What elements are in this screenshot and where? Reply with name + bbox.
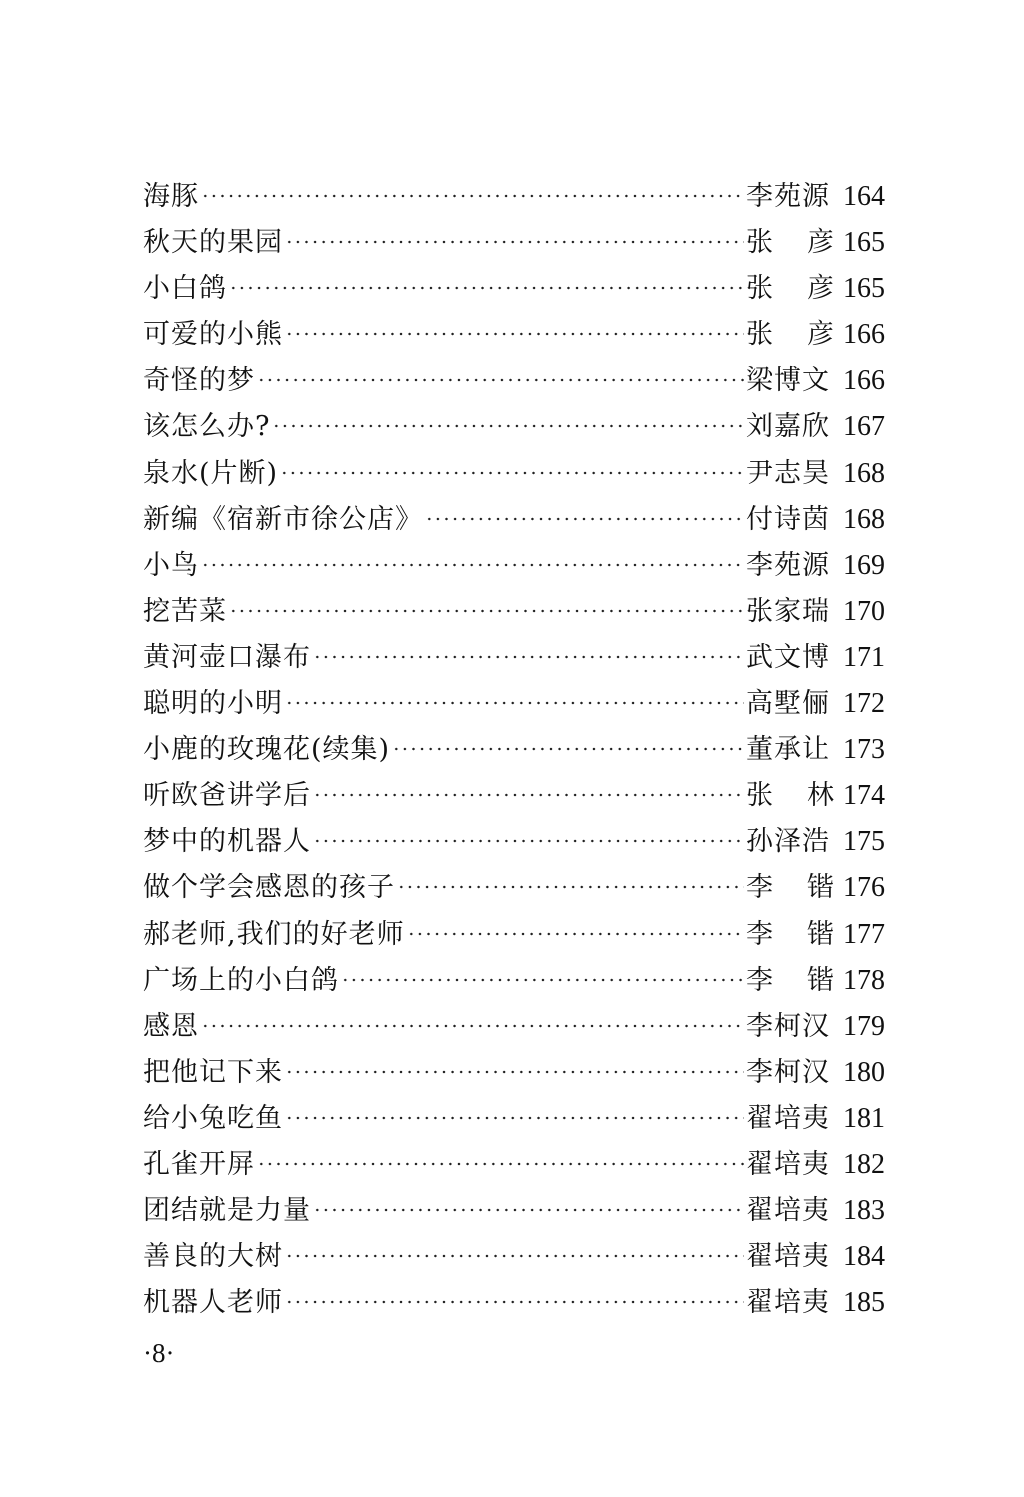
entry-author (746, 1142, 835, 1188)
author-name-part: 梁博文 (746, 365, 830, 397)
toc-entry (143, 819, 885, 865)
entry-title: 郝老师,我们的好老师 (143, 918, 405, 950)
entry-page-number: 167 (843, 411, 885, 443)
author-name-part: 张家瑞 (746, 595, 830, 627)
entry-page-number: 178 (843, 964, 885, 996)
author-name-part: 李 (746, 918, 774, 950)
author-name-part: 锴 (807, 872, 835, 904)
entry-author (746, 635, 835, 681)
author-name-part: 林 (807, 780, 835, 812)
dot-leader (425, 517, 744, 521)
dot-leader (392, 747, 744, 751)
toc-entry (143, 681, 885, 727)
entry-page-number: 170 (843, 595, 885, 627)
dot-leader (229, 286, 744, 290)
toc-entry (143, 1188, 885, 1234)
entry-title: 泉水(片断) (143, 457, 279, 489)
author-name-part: 翟培夷 (746, 1195, 830, 1227)
author-name-part: 李苑源 (746, 549, 830, 581)
dot-leader (201, 563, 744, 567)
entry-page-number: 165 (843, 227, 885, 259)
dot-leader (272, 424, 744, 428)
entry-author (746, 451, 835, 497)
entry-author (746, 1188, 835, 1234)
dot-leader (285, 332, 744, 336)
toc-entry (143, 958, 885, 1004)
toc-entry (143, 1004, 885, 1050)
entry-page-number: 183 (843, 1195, 885, 1227)
table-of-contents (143, 174, 885, 1326)
dot-leader (229, 609, 744, 613)
entry-author (746, 958, 835, 1004)
entry-page-number: 172 (843, 688, 885, 720)
toc-entry (143, 312, 885, 358)
dot-leader (285, 1254, 744, 1258)
author-name-part: 锴 (807, 964, 835, 996)
author-name-part: 翟培夷 (746, 1148, 830, 1180)
entry-author (746, 773, 835, 819)
entry-page-number: 176 (843, 872, 885, 904)
dot-leader (285, 701, 744, 705)
dot-leader (201, 1024, 744, 1028)
author-name-part: 张 (746, 319, 774, 351)
entry-author (746, 681, 835, 727)
entry-title: 团结就是力量 (143, 1195, 311, 1227)
entry-author (746, 912, 835, 958)
toc-entry (143, 174, 885, 220)
author-name-part: 董承让 (746, 734, 830, 766)
author-name-part: 翟培夷 (746, 1102, 830, 1134)
dot-leader (285, 1116, 744, 1120)
toc-entry (143, 865, 885, 911)
dot-leader (341, 978, 744, 982)
toc-entry (143, 543, 885, 589)
dot-leader (313, 655, 744, 659)
toc-entry (143, 727, 885, 773)
entry-title: 广场上的小白鸽 (143, 964, 339, 996)
entry-title: 小白鸽 (143, 273, 227, 305)
entry-author (746, 220, 835, 266)
entry-page-number: 164 (843, 181, 885, 212)
entry-author (746, 312, 835, 358)
toc-entry (143, 451, 885, 497)
toc-entry (143, 1234, 885, 1280)
entry-page-number: 175 (843, 826, 885, 858)
dot-leader (407, 932, 744, 936)
entry-page-number: 177 (843, 918, 885, 950)
toc-entry (143, 220, 885, 266)
entry-title: 该怎么办? (143, 411, 271, 443)
dot-leader (201, 194, 744, 198)
author-name-part: 翟培夷 (746, 1287, 830, 1319)
entry-author (746, 1096, 835, 1142)
toc-entry (143, 404, 885, 450)
author-name-part: 李柯汉 (746, 1056, 830, 1088)
author-name-part: 张 (746, 227, 774, 259)
author-name-part: 李柯汉 (746, 1010, 830, 1042)
entry-page-number: 166 (843, 319, 885, 351)
entry-title: 小鹿的玫瑰花(续集) (143, 734, 391, 766)
toc-entry (143, 773, 885, 819)
entry-author (746, 358, 835, 404)
entry-author (746, 404, 835, 450)
author-name-part: 翟培夷 (746, 1241, 830, 1273)
toc-entry (143, 635, 885, 681)
entry-page-number: 171 (843, 641, 885, 673)
dot-leader (285, 240, 744, 244)
author-name-part: 高墅俪 (746, 688, 830, 720)
toc-entry (143, 266, 885, 312)
entry-author (746, 1234, 835, 1280)
entry-title: 奇怪的梦 (143, 365, 255, 397)
entry-page-number: 179 (843, 1010, 885, 1042)
author-name-part: 孙泽浩 (746, 826, 830, 858)
dot-leader (280, 471, 744, 475)
author-name-part: 张 (746, 780, 774, 812)
entry-page-number: 173 (843, 734, 885, 766)
entry-author (746, 174, 835, 220)
toc-entry (143, 589, 885, 635)
author-name-part: 彦 (807, 319, 835, 351)
entry-author (746, 543, 835, 589)
toc-entry (143, 497, 885, 543)
entry-title: 善良的大树 (143, 1241, 283, 1273)
entry-author (746, 865, 835, 911)
entry-title: 孔雀开屏 (143, 1148, 255, 1180)
author-name-part: 武文博 (746, 641, 830, 673)
entry-page-number: 185 (843, 1287, 885, 1319)
entry-title: 感恩 (143, 1010, 199, 1042)
entry-title: 梦中的机器人 (143, 826, 311, 858)
author-name-part: 付诗茵 (746, 503, 830, 535)
toc-entry (143, 912, 885, 958)
entry-author (746, 497, 835, 543)
entry-author (746, 589, 835, 635)
author-name-part: 刘嘉欣 (746, 411, 830, 443)
toc-entry (143, 1142, 885, 1188)
entry-author (746, 727, 835, 773)
entry-page-number: 174 (843, 780, 885, 812)
entry-title: 可爱的小熊 (143, 319, 283, 351)
toc-entry (143, 1096, 885, 1142)
entry-title: 听欧爸讲学后 (143, 780, 311, 812)
entry-author (746, 266, 835, 312)
entry-page-number: 165 (843, 273, 885, 305)
entry-title: 黄河壶口瀑布 (143, 641, 311, 673)
dot-leader (313, 1208, 744, 1212)
entry-page-number: 168 (843, 503, 885, 535)
entry-page-number: 168 (843, 457, 885, 489)
entry-page-number: 169 (843, 549, 885, 581)
entry-title: 把他记下来 (143, 1056, 283, 1088)
entry-page-number: 180 (843, 1056, 885, 1088)
entry-page-number: 184 (843, 1241, 885, 1273)
page-number: ·8· (143, 1338, 175, 1368)
entry-author (746, 819, 835, 865)
author-name-part: 李 (746, 964, 774, 996)
dot-leader (313, 839, 744, 843)
author-name-part: 李 (746, 872, 774, 904)
toc-entry (143, 1280, 885, 1326)
author-name-part: 彦 (807, 273, 835, 305)
entry-title: 机器人老师 (143, 1287, 283, 1319)
entry-title: 挖苦菜 (143, 595, 227, 627)
author-name-part: 张 (746, 273, 774, 305)
author-name-part: 李苑源 (746, 181, 830, 212)
entry-title: 海豚 (143, 181, 199, 212)
entry-title: 给小兔吃鱼 (143, 1102, 283, 1134)
entry-author (746, 1050, 835, 1096)
author-name-part: 锴 (807, 918, 835, 950)
dot-leader (257, 1162, 744, 1166)
author-name-part: 彦 (807, 227, 835, 259)
dot-leader (257, 378, 744, 382)
entry-author (746, 1004, 835, 1050)
toc-entry (143, 1050, 885, 1096)
entry-title: 新编《宿新市徐公店》 (143, 503, 423, 535)
entry-author (746, 1280, 835, 1326)
dot-leader (285, 1070, 744, 1074)
author-name-part: 尹志昊 (746, 457, 830, 489)
entry-page-number: 166 (843, 365, 885, 397)
entry-title: 秋天的果园 (143, 227, 283, 259)
entry-page-number: 181 (843, 1102, 885, 1134)
entry-title: 小鸟 (143, 549, 199, 581)
dot-leader (313, 793, 744, 797)
entry-page-number: 182 (843, 1148, 885, 1180)
dot-leader (285, 1300, 744, 1304)
entry-title: 做个学会感恩的孩子 (143, 872, 395, 904)
toc-entry (143, 358, 885, 404)
dot-leader (397, 885, 744, 889)
entry-title: 聪明的小明 (143, 688, 283, 720)
